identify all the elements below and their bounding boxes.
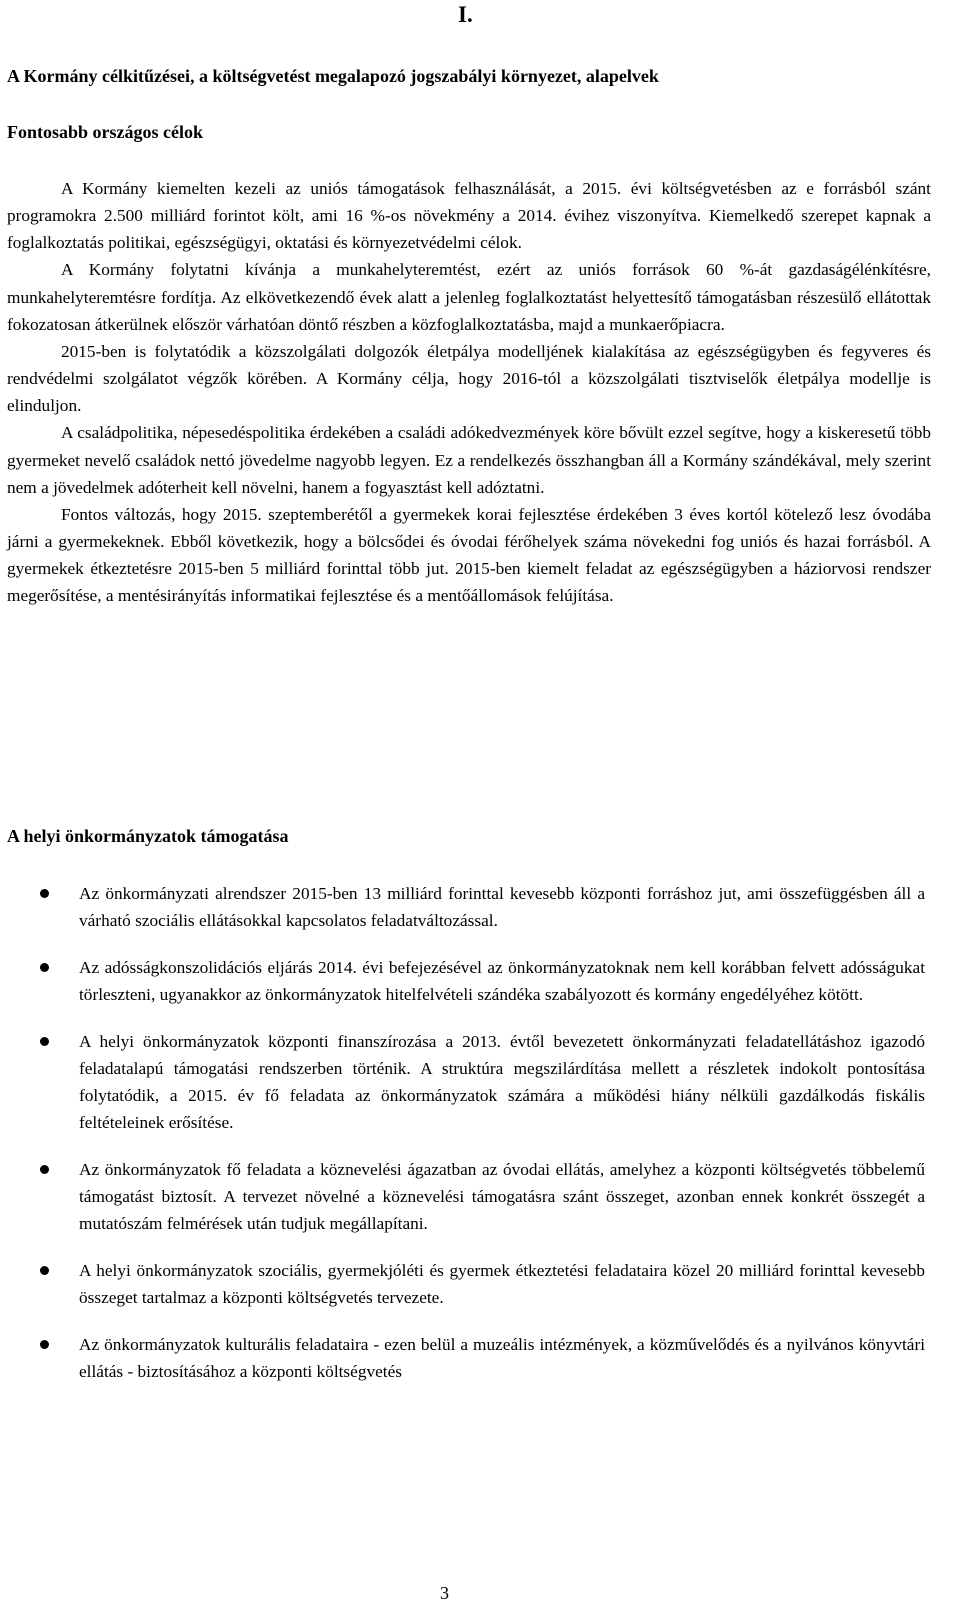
bullet-icon — [40, 1165, 49, 1174]
subheading-national-goals: Fontosabb országos célok — [7, 122, 204, 142]
bullet-list — [0, 880, 960, 1405]
bullet-icon — [40, 889, 49, 898]
bullet-icon — [40, 1340, 49, 1349]
paragraph: A családpolitika, népesedéspolitika érdekében a családi adókedvezmények köre bővült ezzel segítve, hogy a kiskeresetű több gyermeket nevelő családok nettó jövedelme nagyobb legyen. Ez a rendelkezés összhangban áll a Kormány szándékával, mely szerint nem a jövedelmek adóterheit kell növelni, hanem a fogyasztást kell adóztatni. — [7, 423, 931, 497]
paragraph: A Kormány folytatni kívánja a munkahelyteremtést, ezért az uniós források 60 %-át gazdaságélénkítésre, munkahelyteremtésre fordítja. Az elkövetkezendő évek alatt a jelenleg foglalkoztatást helyettesítő támogatásban részesülő ellátottak fokozatosan átkerülnek először várhatóan döntő részben a közfoglalkoztatásba, majd a munkaerőpiacra. — [7, 260, 931, 334]
list-item-text: Az önkormányzati alrendszer 2015-ben 13 milliárd forinttal kevesebb központi forráshoz jut, ami összefüggésben áll a várható szociális ellátásokkal kapcsolatos feladatváltozással. — [79, 884, 925, 930]
list-item — [0, 880, 925, 934]
main-heading: A Kormány célkitűzései, a költségvetést megalapozó jogszabályi környezet, alapelvek — [7, 66, 659, 86]
list-item-text: A helyi önkormányzatok szociális, gyermekjóléti és gyermek étkeztetési feladataira közel 20 milliárd forinttal kevesebb összeget tartalmaz a központi költségvetés tervezete. — [79, 1261, 925, 1307]
bullet-icon — [40, 963, 49, 972]
paragraph: 2015-ben is folytatódik a közszolgálati dolgozók életpálya modelljének kialakítása az egészségügyben és fegyveres és rendvédelmi szolgálatot végzők körében. A Kormány célja, hogy 2016-tól a közszolgálati tisztviselők életpálya modellje is elinduljon. — [7, 341, 931, 416]
goals-body — [7, 175, 931, 610]
paragraph: Fontos változás, hogy 2015. szeptemberétől a gyermekek korai fejlesztése érdekében 3 éves kortól kötelező lesz óvodába járni a gyermekeknek. Ebből következik, hogy a bölcsődei és óvodai férőhelyek száma növekedni fog uniós és hazai forrásból. A gyermekek étkeztetésre 2015-ben 5 milliárd forinttal több jut. 2015-ben kiemelt feladat az egészségügyben a háziorvosi rendszer megerősítése, a mentésirányítás informatikai fejlesztése és a mentőállomások felújítása. — [7, 504, 931, 606]
list-item — [0, 1156, 925, 1237]
list-item-text: A helyi önkormányzatok központi finanszírozása a 2013. évtől bevezetett önkormányzati feladatellátáshoz igazodó feladatalapú támogatási rendszerben történik. A struktúra megszilárdítása mellett a részletek indokolt pontosítása folytatódik, a 2015. év fő feladata az önkormányzatok számára a működési hiány nélküli gazdálkodás fiskális feltételeinek erősítése. — [79, 1032, 925, 1132]
list-item — [0, 1028, 925, 1136]
section-heading-local-governments: A helyi önkormányzatok támogatása — [7, 826, 289, 846]
list-item — [0, 1257, 925, 1311]
chapter-number: I. — [458, 2, 473, 27]
list-item — [0, 1331, 925, 1385]
bullet-icon — [40, 1266, 49, 1275]
list-item-text: Az önkormányzatok fő feladata a köznevelési ágazatban az óvodai ellátás, amelyhez a központi költségvetés többelemű támogatást biztosít. A tervezet növelné a köznevelési támogatásra szánt összeget, azonban ennek konkrét összegét a mutatószám felmérések után tudjuk megállapítani. — [79, 1160, 925, 1233]
page-number: 3 — [440, 1583, 449, 1603]
list-item-text: Az önkormányzatok kulturális feladataira - ezen belül a muzeális intézmények, a közművelődés és a nyilvános könyvtári ellátás - biztosításához a központi költségvetés — [79, 1335, 925, 1381]
paragraph: A Kormány kiemelten kezeli az uniós támogatások felhasználását, a 2015. évi költségvetésben az e forrásból szánt programokra 2.500 milliárd forintot költ, ami 16 %-os növekmény a 2014. évihez viszonyítva. Kiemelkedő szerepet kapnak a foglalkoztatás politikai, egészségügyi, oktatási és környezetvédelmi célok. — [7, 179, 931, 253]
list-item — [0, 954, 925, 1008]
list-item-text: Az adósságkonszolidációs eljárás 2014. évi befejezésével az önkormányzatoknak nem kell korábban felvett adósságukat törleszteni, ugyanakkor az önkormányzatok hitelfelvételi szándéka szabályozott és kormány engedélyéhez kötött. — [79, 958, 925, 1004]
bullet-icon — [40, 1037, 49, 1046]
